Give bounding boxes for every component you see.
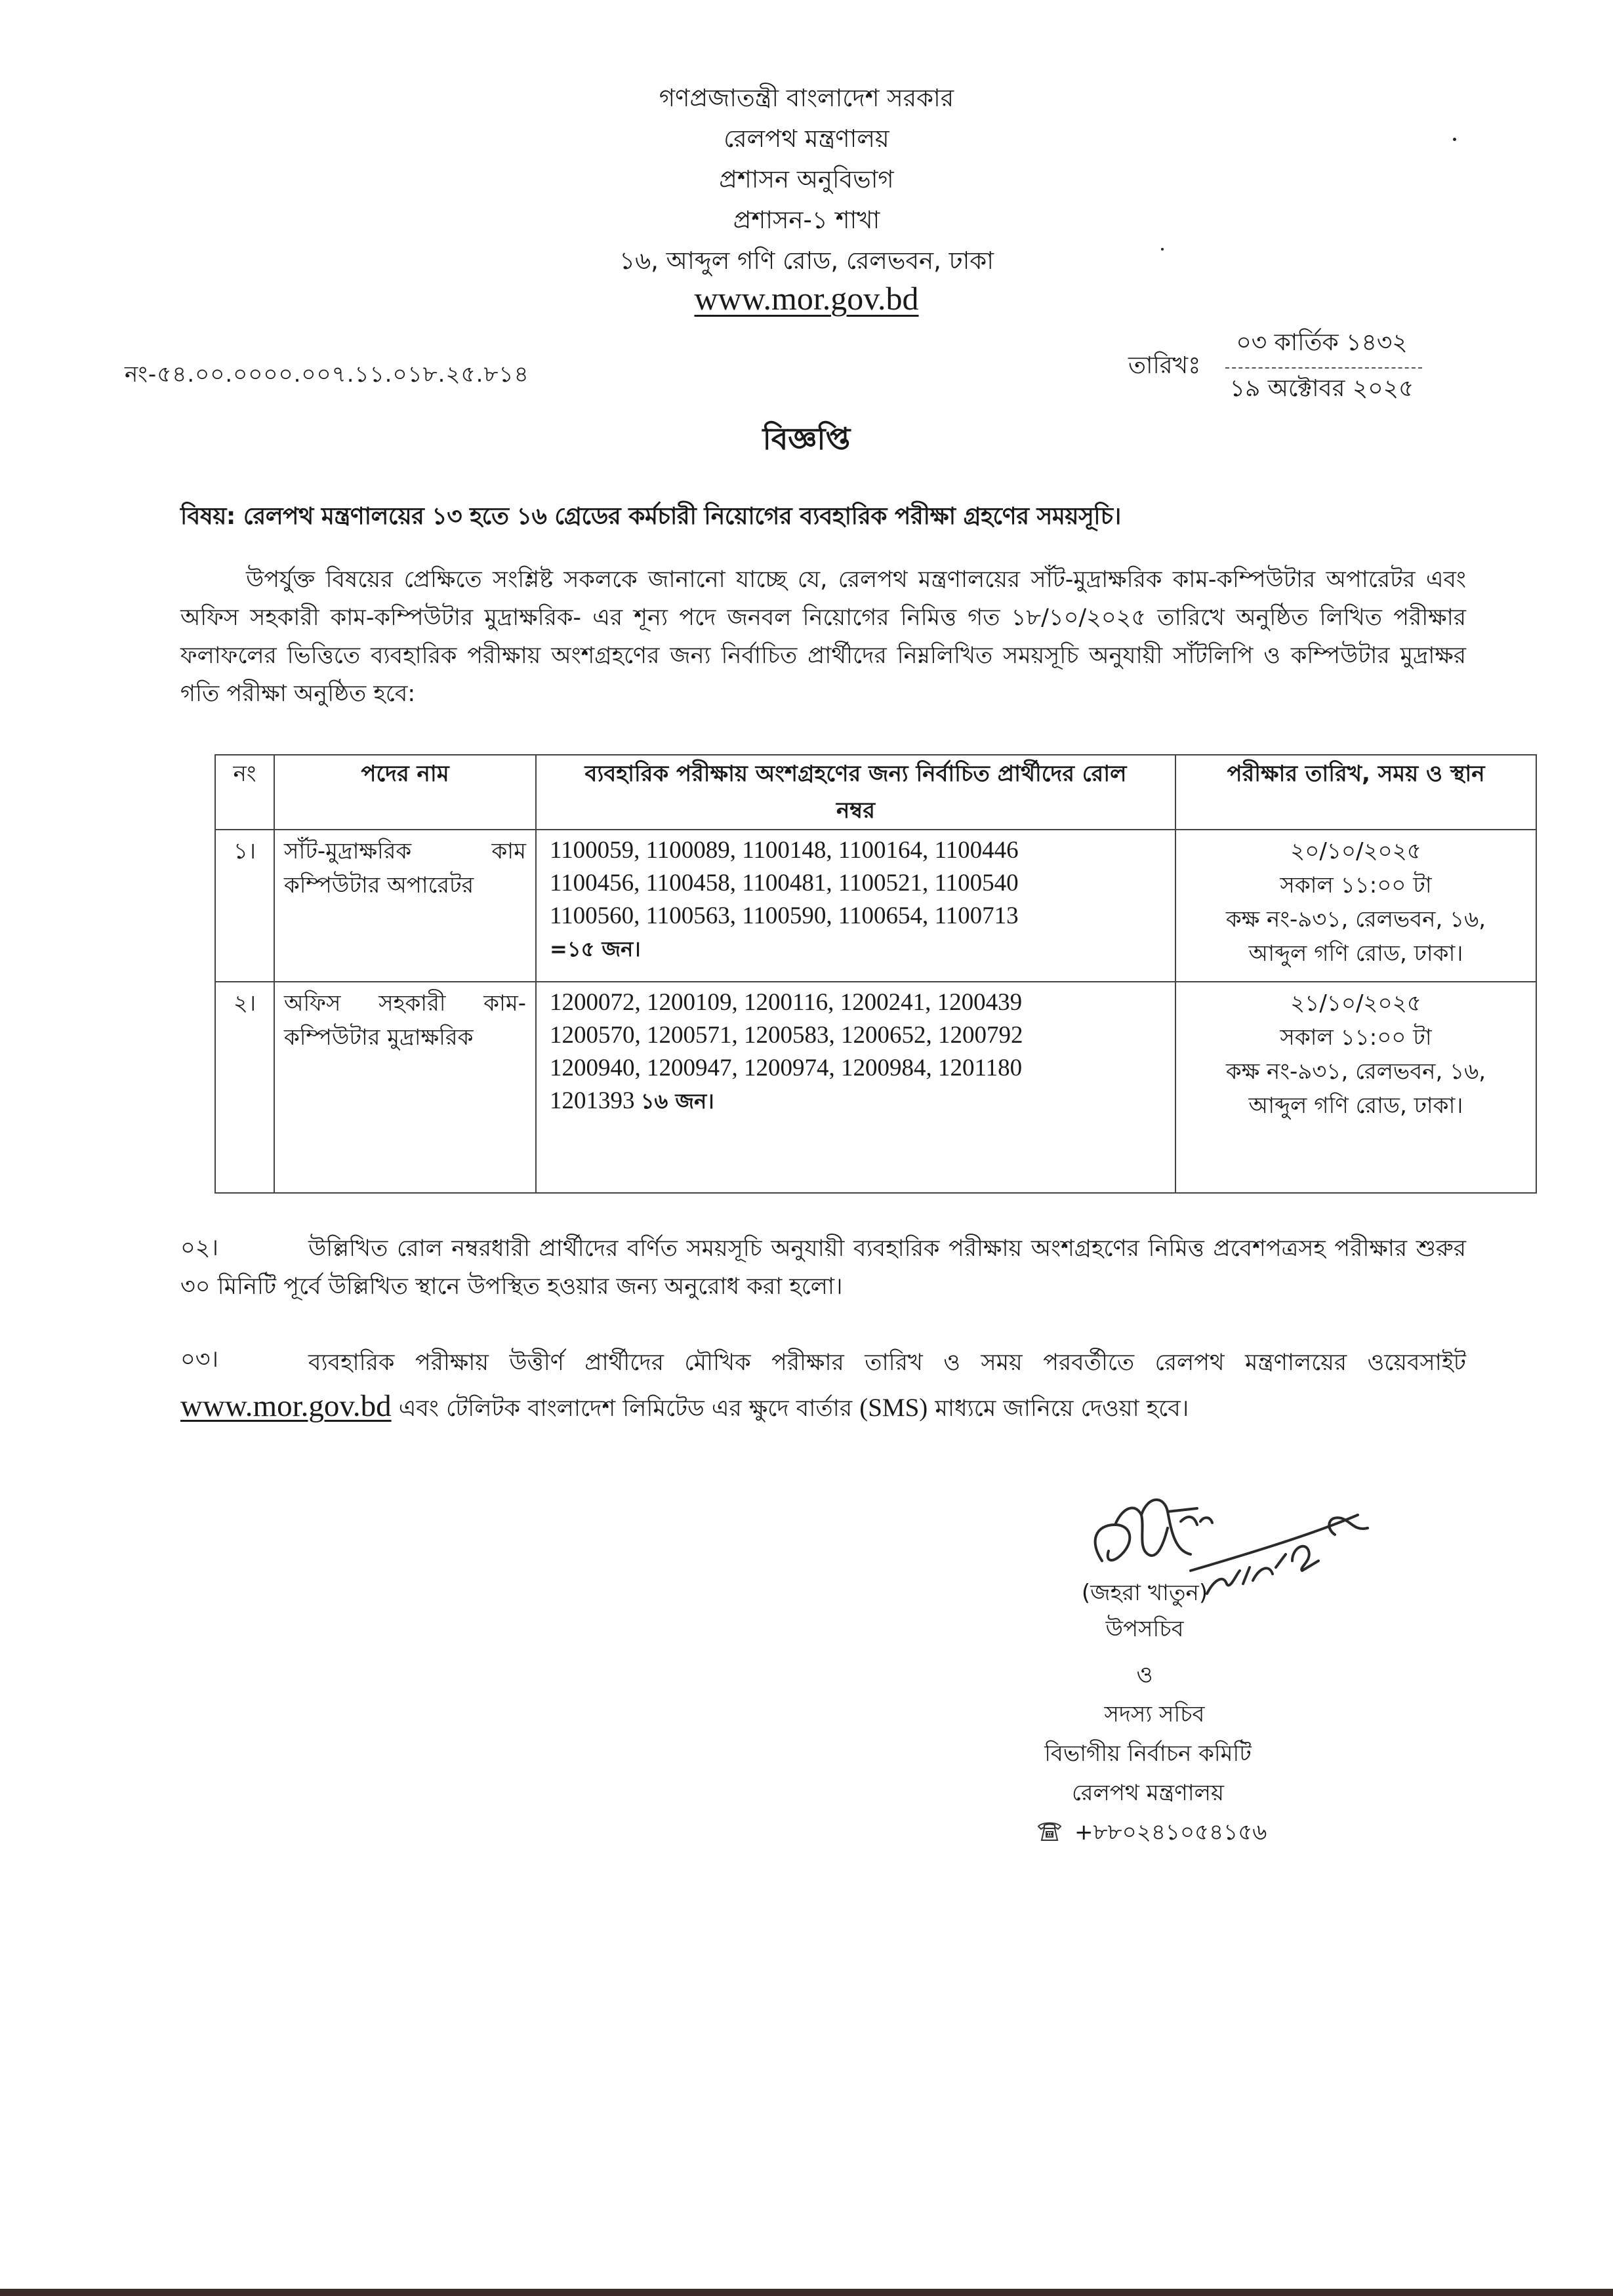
section-3-text-middle: এবং টেলিটক বাংলাদেশ লিমিটেড এর ক্ষুদে বার্তার — [398, 1396, 853, 1422]
section-3-text-after: মাধ্যমে জানিয়ে দেওয়া হবে। — [935, 1396, 1189, 1422]
section-3-text-before: ব্যবহারিক পরীক্ষায় উত্তীর্ণ প্রার্থীদের মৌখিক পরীক্ষার তারিখ ও সময় পরবর্তীতে রেলপথ মন্ত্রণালয়ের ওয়েবসাইট — [308, 1350, 1466, 1376]
phone-number[interactable]: +৮৮০২৪১০৫৪১৫৬ — [1074, 1819, 1267, 1845]
candidate-count: ১৬ জন। — [640, 1089, 714, 1114]
section-3-paragraph — [180, 1341, 1466, 1430]
intro-text: উপর্যুক্ত বিষয়ের প্রেক্ষিতে সংশ্লিষ্ট সকলকে জানানো যাচ্ছে যে, রেলপথ মন্ত্রণালয়ের সাঁট-মুদ্রাক্ষরিক কাম-কম্পিউটার অপারেটর এবং অফিস সহকারী কাম-কম্পিউটার মুদ্রাক্ষরিক- এর শূন্য পদে জনবল নিয়োগের নিমিত্ত গত ১৮/১০/২০২৫ তারিখে অনুষ্ঠিত লিখিত পরীক্ষার ফলাফলের ভিত্তিতে ব্যবহারিক পরীক্ষায় অংশগ্রহণের জন্য নির্বাচিত প্রার্থীদের নিম্নলিখিত সময়সূচি অনুযায়ী সাঁটলিপি ও কম্পিউটার মুদ্রাক্ষর গতি পরীক্ষা অনুষ্ঠিত হবে: — [180, 567, 1466, 707]
date-gregorian: ১৯ অক্টোবর ২০২৫ — [1229, 375, 1414, 402]
row-post-name: সাঁট-মুদ্রাক্ষরিক কাম কম্পিউটার অপারেটর — [284, 838, 526, 898]
row-serial: ২। — [233, 990, 256, 1017]
roll-line-last — [550, 933, 1168, 965]
row-post-name: অফিস সহকারী কাম-কম্পিউটার মুদ্রাক্ষরিক — [284, 990, 526, 1051]
section-2-number: ০২। — [180, 1235, 219, 1261]
header-roll-numbers: ব্যবহারিক পরীক্ষায় অংশগ্রহণের জন্য নির্বাচিত প্রার্থীদের রোল নম্বর — [536, 755, 1175, 830]
exam-date: ২১/১০/২০২৫ — [1290, 990, 1421, 1017]
roll-tail: 1201393 — [550, 1087, 635, 1114]
roll-line: 1100456, 1100458, 1100481, 1100521, 1100540 — [550, 870, 1019, 896]
exam-time: সকাল ১১:০০ টা — [1280, 872, 1432, 898]
section-2-text: উল্লিখিত রোল নম্বরধারী প্রার্থীদের বর্ণিত সময়সূচি অনুযায়ী ব্যবহারিক পরীক্ষায় অংশগ্রহণের নিমিত্ত প্রবেশপত্রসহ পরীক্ষার শুরুর ৩০ মিনিটি পূর্বে উল্লিখিত স্থানে উপস্থিত হওয়ার জন্য অনুরোধ করা হলো। — [180, 1236, 1466, 1300]
table-row — [215, 830, 1536, 982]
exam-time: সকাল ১১:০০ টা — [1280, 1024, 1432, 1051]
roll-line: 1200570, 1200571, 1200583, 1200652, 1200792 — [550, 1022, 1023, 1049]
row-roll-numbers — [537, 982, 1175, 1118]
exam-venue-line1: কক্ষ নং-৯৩১, রেলভবন, ১৬, — [1225, 906, 1486, 933]
row-schedule — [1176, 982, 1536, 1123]
memo-number: নং-৫৪.০০.০০০০.০০৭.১১.০১৮.২৫.৮১৪ — [125, 361, 529, 388]
date-divider — [1225, 367, 1422, 369]
section-2-paragraph — [180, 1230, 1466, 1306]
row-roll-numbers — [537, 830, 1175, 965]
roll-line-last — [550, 1085, 1168, 1118]
roll-line: 1200940, 1200947, 1200974, 1200984, 1201180 — [550, 1055, 1023, 1081]
office-address: ১৬, আব্দুল গণি রোড, রেলভবন, ঢাকা — [619, 247, 994, 275]
table-row — [215, 982, 1536, 1193]
signatory-ministry: রেলপথ মন্ত্রণালয় — [1071, 1780, 1224, 1806]
row-serial: ১। — [233, 838, 256, 864]
header-serial: নং — [215, 755, 274, 830]
header-schedule: পরীক্ষার তারিখ, সময় ও স্থান — [1175, 755, 1536, 830]
division-name: প্রশাসন অনুবিভাগ — [719, 165, 894, 193]
section-3-sms: (SMS) — [859, 1394, 928, 1422]
exam-venue-line2: আব্দুল গণি রোড, ঢাকা। — [1248, 1093, 1463, 1119]
signatory-conjunction: ও — [1136, 1662, 1153, 1688]
scanner-edge-band — [0, 2289, 1613, 2296]
branch-name: প্রশাসন-১ শাখা — [733, 206, 880, 234]
signatory-name: (জহরা খাতুন) — [1081, 1580, 1208, 1606]
signatory-role: সদস্য সচিব — [1104, 1701, 1205, 1727]
header-post-name: পদের নাম — [274, 755, 536, 830]
scan-speck — [1453, 138, 1456, 141]
ministry-name: রেলপথ মন্ত্রণালয় — [724, 125, 889, 153]
section-3-number: ০৩। — [180, 1346, 219, 1373]
exam-venue-line2: আব্দুল গণি রোড, ঢাকা। — [1248, 940, 1463, 967]
notice-title: বিজ্ঞপ্তি — [762, 421, 851, 456]
government-name: গণপ্রজাতন্ত্রী বাংলাদেশ সরকার — [659, 84, 954, 112]
scan-speck — [1161, 248, 1164, 251]
header-website-link[interactable]: www.mor.gov.bd — [694, 280, 919, 317]
table-header-row — [215, 755, 1536, 830]
signatory-designation: উপসচিব — [1105, 1616, 1184, 1642]
roll-line: 1100560, 1100563, 1100590, 1100654, 1100713 — [550, 902, 1019, 929]
date-label: তারিখঃ — [1128, 352, 1201, 379]
telephone-icon — [1036, 1820, 1063, 1842]
candidate-count: =১৫ জন। — [550, 937, 641, 961]
section-3-website-link[interactable]: www.mor.gov.bd — [180, 1389, 392, 1423]
intro-paragraph — [180, 561, 1466, 713]
exam-venue-line1: কক্ষ নং-৯৩১, রেলভবন, ১৬, — [1225, 1058, 1486, 1085]
roll-line: 1100059, 1100089, 1100148, 1100164, 1100446 — [550, 837, 1019, 864]
notice-subject: বিষয়: রেলপথ মন্ত্রণালয়ের ১৩ হতে ১৬ গ্রেডের কর্মচারী নিয়োগের ব্যবহারিক পরীক্ষা গ্রহণের সময়সূচি। — [180, 503, 1121, 530]
signatory-committee: বিভাগীয় নির্বাচন কমিটি — [1044, 1741, 1252, 1767]
row-schedule — [1176, 830, 1536, 971]
roll-line: 1200072, 1200109, 1200116, 1200241, 1200439 — [550, 989, 1023, 1016]
exam-date: ২০/১০/২০২৫ — [1290, 838, 1421, 864]
header-website — [0, 279, 1613, 318]
exam-schedule-table — [214, 754, 1537, 1194]
signatory-phone — [1036, 1813, 1312, 1851]
date-bangla: ০৩ কার্তিক ১৪৩২ — [1236, 329, 1408, 356]
